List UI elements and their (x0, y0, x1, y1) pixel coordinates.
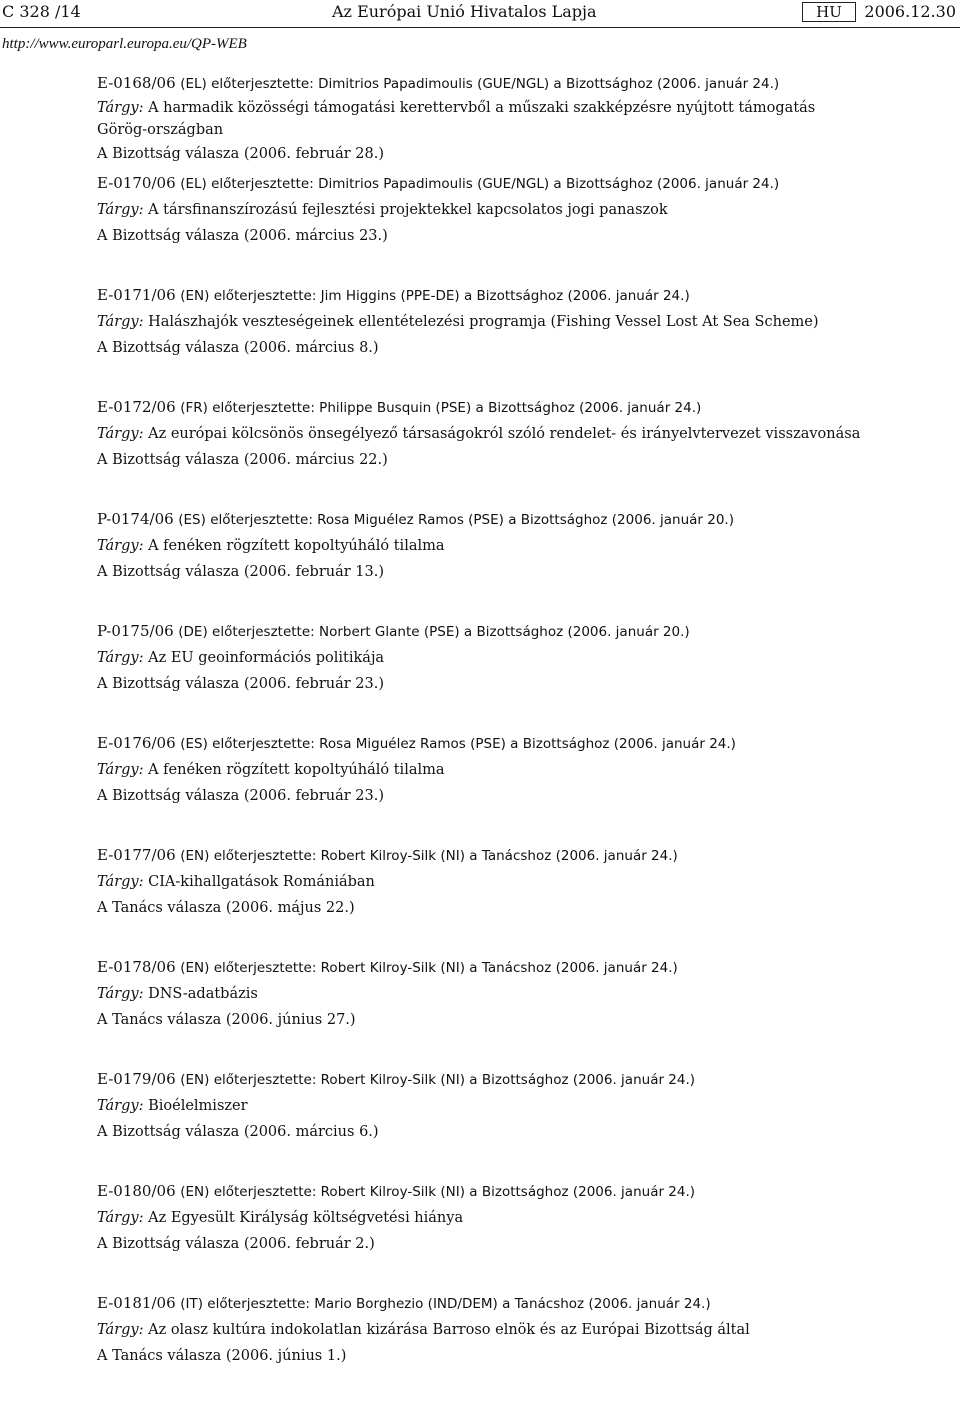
question-answer: A Tanács válasza (2006. május 22.) (97, 900, 355, 916)
source-url[interactable]: http://www.europarl.europa.eu/QP-WEB (2, 36, 247, 52)
question-ref: P-0174/06 (97, 510, 174, 528)
question-meta: (ES) előterjesztette: Rosa Miguélez Ramos (PSE) a Bizottsághoz (2006. január 24.) (180, 736, 736, 752)
question-ref: E-0180/06 (97, 1182, 176, 1200)
question-ref: E-0181/06 (97, 1294, 176, 1312)
question-meta: (DE) előterjesztette: Norbert Glante (PSE) a Bizottsághoz (2006. január 20.) (178, 624, 690, 640)
question-entry (97, 618, 847, 730)
question-ref: E-0171/06 (97, 286, 176, 304)
subject-label: Tárgy: (97, 986, 144, 1002)
question-meta: (EN) előterjesztette: Robert Kilroy-Silk (NI) a Tanácshoz (2006. január 24.) (180, 848, 678, 864)
subject-label: Tárgy: (97, 1098, 144, 1114)
question-answer: A Tanács válasza (2006. június 1.) (97, 1348, 347, 1364)
question-ref: E-0177/06 (97, 846, 176, 864)
question-entry (97, 506, 847, 618)
question-meta: (ES) előterjesztette: Rosa Miguélez Ramos (PSE) a Bizottsághoz (2006. január 20.) (178, 512, 734, 528)
question-answer: A Bizottság válasza (2006. március 8.) (97, 340, 379, 356)
question-entry (97, 70, 847, 170)
header-rule (0, 27, 960, 28)
question-meta: (EN) előterjesztette: Robert Kilroy-Silk (NI) a Bizottsághoz (2006. január 24.) (180, 1072, 696, 1088)
issue-date: 2006.12.30 (864, 2, 956, 21)
question-answer: A Bizottság válasza (2006. február 23.) (97, 676, 385, 692)
question-ref: E-0179/06 (97, 1070, 176, 1088)
subject-label: Tárgy: (97, 538, 144, 554)
question-entry (97, 1178, 847, 1290)
question-list (97, 70, 861, 1402)
question-entry (97, 1290, 847, 1402)
language-badge: HU (802, 2, 856, 22)
question-answer: A Bizottság válasza (2006. március 6.) (97, 1124, 379, 1140)
subject-label: Tárgy: (97, 202, 144, 218)
subject-label: Tárgy: (97, 1210, 144, 1226)
question-meta: (EN) előterjesztette: Robert Kilroy-Silk (NI) a Tanácshoz (2006. január 24.) (180, 960, 678, 976)
question-subject: Az EU geoinformációs politikája (148, 650, 385, 666)
question-ref: E-0170/06 (97, 174, 176, 192)
question-subject: A fenéken rögzített kopoltyúháló tilalma (148, 538, 445, 554)
question-subject: DNS-adatbázis (148, 986, 258, 1002)
question-answer: A Bizottság válasza (2006. február 28.) (97, 146, 385, 162)
question-subject: Az olasz kultúra indokolatlan kizárása Barroso elnök és az Európai Bizottság által (148, 1322, 750, 1338)
question-meta: (IT) előterjesztette: Mario Borghezio (IND/DEM) a Tanácshoz (2006. január 24.) (180, 1296, 711, 1312)
page-reference: C 328 /14 (2, 2, 81, 21)
question-subject: Bioélelmiszer (148, 1098, 248, 1114)
subject-label: Tárgy: (97, 874, 144, 890)
question-subject: Az Egyesült Királyság költségvetési hiánya (148, 1210, 464, 1226)
question-subject: A harmadik közösségi támogatási kerettervből a műszaki szakképzésre nyújtott támogatás Görög-országban (97, 100, 816, 138)
subject-label: Tárgy: (97, 100, 144, 116)
question-answer: A Bizottság válasza (2006. március 23.) (97, 228, 388, 244)
question-answer: A Bizottság válasza (2006. február 13.) (97, 564, 385, 580)
page-header (0, 0, 960, 28)
question-ref: E-0178/06 (97, 958, 176, 976)
question-entry (97, 730, 847, 842)
journal-title: Az Európai Unió Hivatalos Lapja (332, 2, 597, 21)
question-answer: A Bizottság válasza (2006. február 23.) (97, 788, 385, 804)
question-meta: (EN) előterjesztette: Robert Kilroy-Silk (NI) a Bizottsághoz (2006. január 24.) (180, 1184, 696, 1200)
question-meta: (EN) előterjesztette: Jim Higgins (PPE-DE) a Bizottsághoz (2006. január 24.) (180, 288, 690, 304)
question-entry (97, 842, 847, 954)
question-ref: P-0175/06 (97, 622, 174, 640)
question-subject: Halászhajók veszteségeinek ellentételezési programja (Fishing Vessel Lost At Sea Scheme) (148, 314, 819, 330)
question-entry (97, 394, 861, 506)
question-entry (97, 170, 847, 282)
question-subject: Az európai kölcsönös önsegélyező társaságokról szóló rendelet- és irányelvtervezet visszavonása (148, 426, 861, 442)
subject-label: Tárgy: (97, 314, 144, 330)
question-entry (97, 954, 847, 1066)
subject-label: Tárgy: (97, 1322, 144, 1338)
question-subject: CIA-kihallgatások Romániában (148, 874, 375, 890)
question-answer: A Bizottság válasza (2006. február 2.) (97, 1236, 375, 1252)
question-subject: A fenéken rögzített kopoltyúháló tilalma (148, 762, 445, 778)
question-meta: (EL) előterjesztette: Dimitrios Papadimoulis (GUE/NGL) a Bizottsághoz (2006. január 24.) (180, 76, 780, 92)
subject-label: Tárgy: (97, 426, 144, 442)
question-ref: E-0172/06 (97, 398, 176, 416)
question-meta: (EL) előterjesztette: Dimitrios Papadimoulis (GUE/NGL) a Bizottsághoz (2006. január 24.) (180, 176, 780, 192)
question-answer: A Tanács válasza (2006. június 27.) (97, 1012, 356, 1028)
question-entry (97, 282, 847, 394)
question-ref: E-0176/06 (97, 734, 176, 752)
question-answer: A Bizottság válasza (2006. március 22.) (97, 452, 388, 468)
question-ref: E-0168/06 (97, 74, 176, 92)
subject-label: Tárgy: (97, 762, 144, 778)
question-entry (97, 1066, 847, 1178)
subject-label: Tárgy: (97, 650, 144, 666)
question-meta: (FR) előterjesztette: Philippe Busquin (PSE) a Bizottsághoz (2006. január 24.) (180, 400, 702, 416)
question-subject: A társfinanszírozású fejlesztési projektekkel kapcsolatos jogi panaszok (148, 202, 668, 218)
